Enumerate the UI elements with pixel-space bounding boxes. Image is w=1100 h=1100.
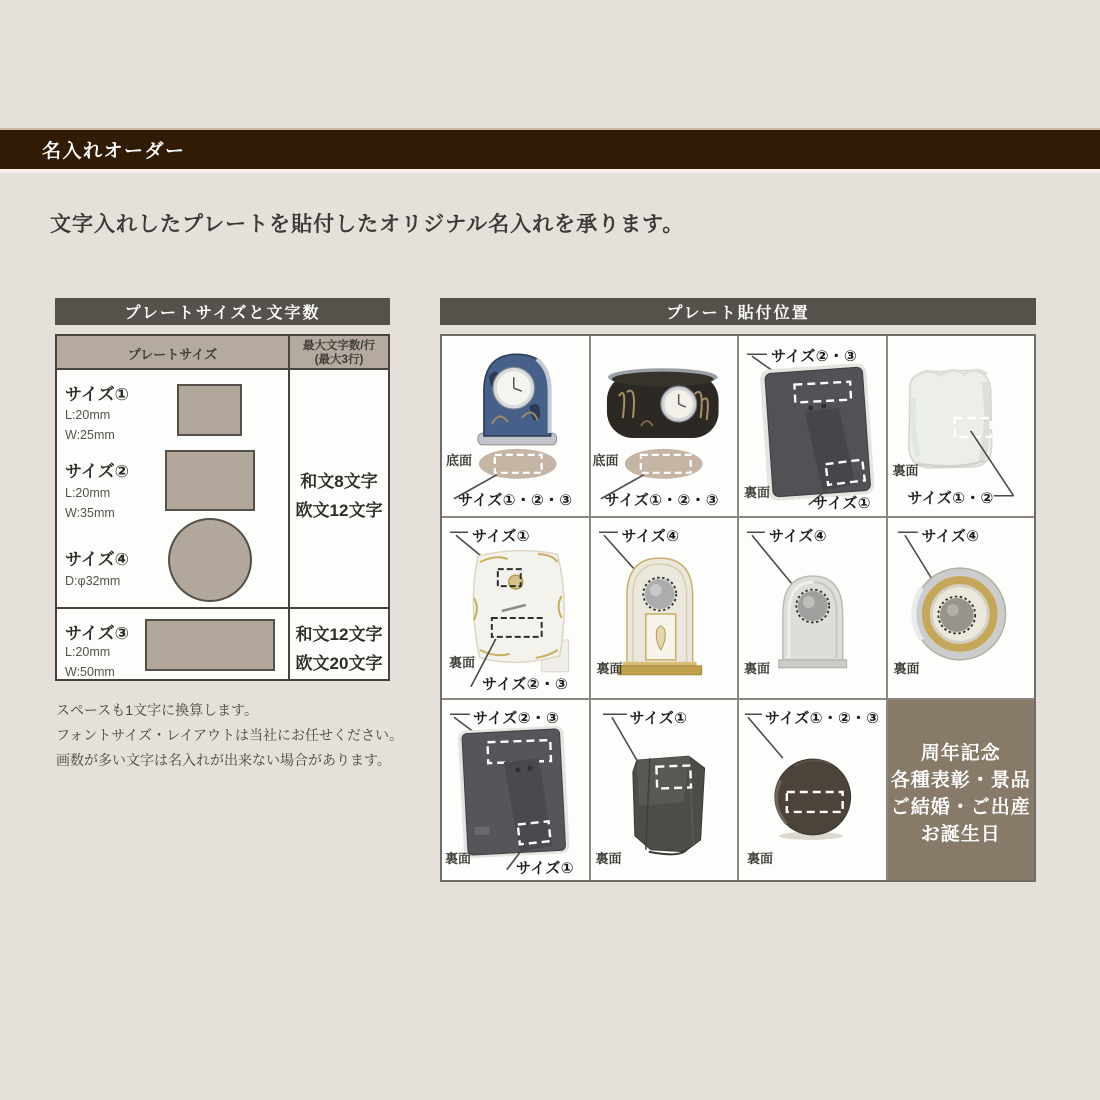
occasion-line: 各種表彰・景品 bbox=[890, 770, 1031, 791]
col-header-max-chars: 最大文字数/行 (最大3行) bbox=[302, 340, 376, 366]
face-label: 裏面 bbox=[893, 661, 920, 676]
notes bbox=[56, 698, 403, 773]
char-limit-lower: 和文12文字 欧文20文字 bbox=[295, 625, 383, 673]
grid-cell-crystal-arch-clock bbox=[739, 518, 886, 698]
size-panel-header: プレートサイズと文字数 bbox=[55, 298, 390, 325]
size2-dim-l: L:20mm bbox=[65, 486, 111, 500]
size-position-label: サイズ④ bbox=[769, 528, 827, 545]
page-title: 名入れオーダー bbox=[42, 141, 186, 162]
size4-plate-swatch bbox=[168, 518, 252, 602]
size-position-label: サイズ① bbox=[472, 528, 530, 545]
position-panel-header: プレート貼付位置 bbox=[440, 298, 1036, 325]
size1-dim-l: L:20mm bbox=[65, 408, 111, 422]
size-position-label: サイズ① bbox=[629, 710, 688, 727]
size3-label: サイズ③ bbox=[65, 624, 130, 643]
size-position-label: サイズ①・②・③ bbox=[458, 492, 573, 509]
size-position-label: サイズ①・② bbox=[907, 490, 994, 507]
size2-label: サイズ② bbox=[65, 462, 130, 481]
size-position-label: サイズ②・③ bbox=[482, 676, 569, 693]
size1-label: サイズ① bbox=[65, 385, 130, 404]
face-label: 裏面 bbox=[744, 485, 771, 500]
grid-cell-occasions bbox=[888, 700, 1035, 880]
size3-plate-swatch bbox=[145, 619, 275, 671]
face-label: 裏面 bbox=[445, 851, 472, 866]
face-label: 裏面 bbox=[747, 851, 774, 866]
note-line: フォントサイズ・レイアウトは当社にお任せください。 bbox=[56, 727, 404, 743]
grid-cell-white-cube bbox=[888, 336, 1035, 516]
face-label: 裏面 bbox=[596, 661, 623, 676]
face-label: 裏面 bbox=[449, 655, 476, 670]
size-position-label: サイズ④ bbox=[921, 528, 980, 545]
size3-dim-w: W:50mm bbox=[65, 665, 115, 679]
intro-text: 文字入れしたプレートを貼付したオリジナル名入れを承ります。 bbox=[50, 212, 685, 236]
size-position-label: サイズ①・②・③ bbox=[765, 710, 880, 727]
occasion-line: お誕生日 bbox=[920, 824, 1001, 845]
size1-dim-w: W:25mm bbox=[65, 428, 115, 442]
occasion-line: ご結婚・ご出産 bbox=[890, 797, 1031, 818]
section-title-bar bbox=[0, 128, 1100, 173]
plate-position-grid bbox=[440, 334, 1036, 882]
face-label: 裏面 bbox=[892, 463, 919, 478]
note-line: 画数が多い文字は名入れが出来ない場合があります。 bbox=[56, 752, 391, 768]
size4-dim-d: D:φ32mm bbox=[65, 574, 121, 588]
size-position-label: サイズ① bbox=[813, 495, 871, 512]
char-limit-upper: 和文8文字 欧文12文字 bbox=[295, 472, 383, 520]
occasion-line: 周年記念 bbox=[920, 743, 1001, 764]
size3-dim-l: L:20mm bbox=[65, 645, 111, 659]
size1-plate-swatch bbox=[177, 384, 242, 436]
size-position-label: サイズ①・②・③ bbox=[604, 492, 719, 509]
face-label: 底面 bbox=[592, 453, 619, 468]
size2-dim-w: W:35mm bbox=[65, 506, 115, 520]
col-header-plate-size: プレートサイズ bbox=[127, 346, 218, 362]
grid-cell-gold-arch-clock bbox=[591, 518, 738, 698]
grid-cell-frame-back-large bbox=[442, 700, 589, 880]
size2-plate-swatch bbox=[165, 450, 255, 511]
face-label: 裏面 bbox=[744, 661, 771, 676]
row-divider bbox=[57, 607, 388, 609]
plate-size-table bbox=[55, 334, 390, 681]
grid-cell-oval-clock bbox=[591, 336, 738, 516]
size-position-label: サイズ④ bbox=[621, 528, 680, 545]
grid-cell-pillow-frame bbox=[442, 518, 589, 698]
size-position-label: サイズ① bbox=[516, 860, 574, 877]
size4-label: サイズ④ bbox=[65, 550, 130, 569]
size-position-label: サイズ②・③ bbox=[771, 348, 858, 365]
size-position-label: サイズ②・③ bbox=[473, 710, 560, 727]
grid-cell-faceted-vase bbox=[591, 700, 738, 880]
grid-cell-frame-back-small bbox=[739, 336, 886, 516]
grid-cell-round-clock bbox=[888, 518, 1035, 698]
grid-cell-round-disc bbox=[739, 700, 886, 880]
grid-cell-arch-clock-blue bbox=[442, 336, 589, 516]
face-label: 底面 bbox=[446, 453, 473, 468]
face-label: 裏面 bbox=[595, 851, 622, 866]
note-line: スペースも1文字に換算します。 bbox=[56, 702, 258, 718]
